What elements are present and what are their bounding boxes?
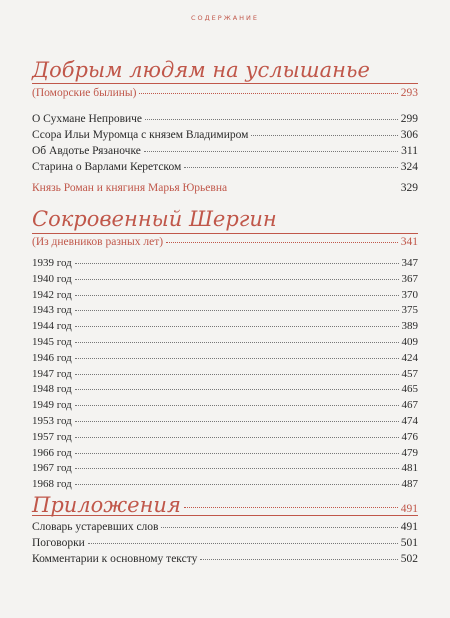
- dot-leader: [251, 135, 397, 136]
- toc-entry-text: 1957 год: [32, 430, 72, 443]
- toc-page-number: 467: [401, 399, 418, 412]
- toc-page-number: 424: [401, 351, 418, 364]
- toc-entry-text: Об Авдотье Рязаночке: [32, 145, 141, 157]
- toc-entry-text: Старина о Варлами Керетском: [32, 161, 182, 173]
- toc-entry-year[interactable]: [32, 432, 418, 443]
- toc-entry-text: 1940 год: [32, 272, 72, 285]
- toc-page-number: 299: [400, 113, 418, 125]
- dot-leader: [75, 358, 399, 359]
- toc-entry-text: 1953 год: [32, 415, 72, 427]
- toc-page-number: 502: [400, 553, 418, 565]
- toc-entry-text: 1944 год: [32, 320, 72, 333]
- toc-entry-year[interactable]: [32, 337, 418, 348]
- toc-entry-text: 1949 год: [32, 399, 72, 412]
- toc-page-number: 306: [400, 129, 418, 141]
- section-title-3: Приложения: [32, 493, 181, 517]
- toc-page-number: 389: [401, 320, 418, 333]
- dot-leader: [139, 93, 397, 94]
- toc-subtitle-2[interactable]: [32, 237, 418, 249]
- dot-leader: [75, 484, 399, 485]
- toc-page-number: 479: [401, 446, 418, 459]
- toc-page-number: 457: [401, 367, 418, 380]
- toc-entry-year[interactable]: [32, 290, 418, 301]
- dot-leader: [75, 421, 399, 422]
- dot-leader: [144, 151, 398, 152]
- toc-page-number: 476: [401, 430, 418, 443]
- toc-entry-text: 1966 год: [32, 446, 72, 459]
- toc-entry[interactable]: [32, 130, 418, 142]
- toc-entry[interactable]: [32, 554, 418, 566]
- toc-page-number: 370: [401, 288, 418, 301]
- toc-page-number: 491: [400, 521, 418, 533]
- toc-page-number: 293: [400, 87, 418, 99]
- toc-entry-text: 1948 год: [32, 383, 72, 396]
- toc-entry-year[interactable]: [32, 416, 418, 427]
- toc-page-number: 491: [400, 503, 418, 515]
- toc-entry-text: 1968 год: [32, 478, 72, 491]
- page-header: СОДЕРЖАНИЕ: [190, 14, 260, 22]
- toc-entry-text: 1939 год: [32, 257, 72, 269]
- toc-entry[interactable]: [32, 522, 418, 534]
- toc-page-number: 324: [400, 161, 418, 173]
- dot-leader: [75, 279, 399, 280]
- toc-entry-year[interactable]: [32, 274, 418, 285]
- section-title-2: Сокровенный Шергин: [32, 207, 277, 231]
- toc-page-number: 474: [401, 415, 418, 427]
- toc-page-number: 347: [401, 257, 418, 269]
- dot-leader: [200, 559, 397, 560]
- toc-entry-text: Поговорки: [32, 537, 85, 549]
- toc-subtitle-text: (Поморские былины): [32, 87, 137, 99]
- dot-leader: [161, 527, 397, 528]
- toc-entry-text: Комментарии к основному тексту: [32, 553, 198, 565]
- toc-page-number: 375: [401, 304, 418, 317]
- toc-entry-year[interactable]: [32, 258, 418, 269]
- dot-leader: [184, 507, 398, 508]
- toc-entry-year[interactable]: [32, 321, 418, 332]
- toc-entry-year[interactable]: [32, 400, 418, 411]
- toc-entry-text: Князь Роман и княгиня Марья Юрьевна: [32, 182, 228, 194]
- dot-leader: [75, 453, 399, 454]
- dot-leader: [166, 242, 398, 243]
- section-rule-2: [32, 233, 418, 234]
- toc-entry[interactable]: [32, 114, 418, 126]
- dot-leader: [75, 405, 399, 406]
- toc-entry-year[interactable]: [32, 384, 418, 395]
- toc-subtitle-text: (Из дневников разных лет): [32, 236, 164, 248]
- toc-entry-accent[interactable]: [32, 183, 418, 195]
- dot-leader: [75, 295, 399, 296]
- toc-entry-year[interactable]: [32, 369, 418, 380]
- dot-leader: [75, 326, 399, 327]
- toc-page-number: 487: [401, 478, 418, 491]
- toc-entry[interactable]: [32, 146, 418, 158]
- toc-entry-text: 1947 год: [32, 367, 72, 380]
- dot-leader: [75, 437, 399, 438]
- section-title-1: Добрым людям на услышанье: [32, 58, 370, 82]
- section-3-header[interactable]: [32, 495, 418, 516]
- toc-entry[interactable]: [32, 538, 418, 550]
- toc-page-number: 341: [400, 236, 418, 248]
- toc-entry-year[interactable]: [32, 448, 418, 459]
- toc-entry-text: 1943 год: [32, 304, 72, 317]
- dot-leader: [88, 543, 398, 544]
- toc-entry-year[interactable]: [32, 463, 418, 474]
- dot-leader: [75, 342, 399, 343]
- dot-leader: [75, 374, 399, 375]
- toc-entry-text: 1942 год: [32, 288, 72, 301]
- toc-page-number: 329: [400, 182, 418, 194]
- section-rule-1: [32, 83, 418, 84]
- dot-leader: [145, 119, 398, 120]
- toc-page-number: 409: [401, 336, 418, 348]
- toc-entry-text: О Сухмане Непровиче: [32, 113, 143, 125]
- toc-entry-text: Словарь устаревших слов: [32, 521, 159, 533]
- toc-page-number: 465: [401, 383, 418, 396]
- section-rule-3: [32, 515, 418, 516]
- toc-entry-text: 1967 год: [32, 462, 72, 475]
- dot-leader: [75, 389, 399, 390]
- toc-page-number: 367: [401, 272, 418, 285]
- toc-entry[interactable]: [32, 162, 418, 174]
- toc-entry-year[interactable]: [32, 353, 418, 364]
- toc-entry-text: 1946 год: [32, 351, 72, 364]
- dot-leader: [75, 263, 399, 264]
- toc-entry-text: 1945 год: [32, 336, 72, 348]
- dot-leader: [184, 167, 398, 168]
- dot-leader: [75, 468, 399, 469]
- toc-page-number: 311: [401, 145, 418, 157]
- toc-page-number: 481: [401, 462, 418, 475]
- dot-leader: [230, 188, 398, 189]
- toc-page-number: 501: [400, 537, 418, 549]
- toc-entry-text: Ссора Ильи Муромца с князем Владимиром: [32, 129, 249, 141]
- toc-entry-year[interactable]: [32, 479, 418, 490]
- dot-leader: [75, 310, 399, 311]
- toc-entry-year[interactable]: [32, 305, 418, 316]
- toc-subtitle-1[interactable]: [32, 88, 418, 100]
